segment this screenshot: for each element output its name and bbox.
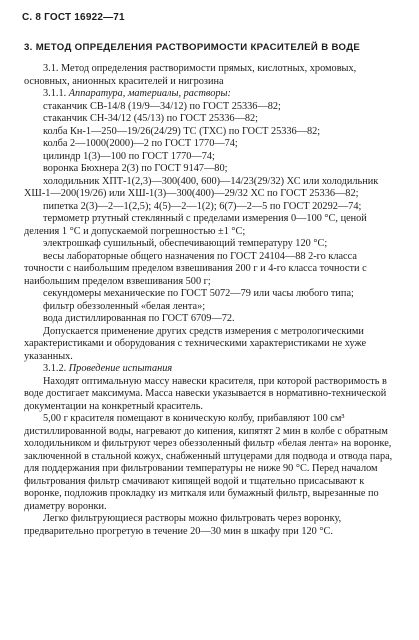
equipment-item: пипетка 2(3)—2—1(2,5); 4(5)—2—1(2); 6(7)—2—5 по ГОСТ 20292—74;: [43, 200, 362, 212]
subsection-3-1-1-heading: [24, 88, 399, 101]
subsection-title: Проведение испытания: [68, 363, 173, 374]
equipment-item: весы лабораторные общего назначения по ГОСТ 24104—88 2-го класса точности с наибольшим пределом взвешивания 200 г и 4-го класса точности с наибольшим пределом взвешивания 500 г;: [24, 250, 367, 287]
subsection-title: Аппаратура, материалы, растворы:: [68, 88, 231, 99]
page-header: С. 8 ГОСТ 16922—71: [22, 12, 125, 23]
paragraph-easy-filtering: Легко фильтрующиеся растворы можно фильтровать через воронку, предварительно прогретую в течение 20—30 мин в шкафу при 120 °С.: [24, 513, 342, 537]
paragraph-optimal-mass: Находят оптимальную массу навески красителя, при которой растворимость в воде достигает максимума. Масса навески указывается в нормативно-технической документации на конкретный краситель.: [24, 375, 387, 412]
paragraph-3-1: 3.1. Метод определения растворимости прямых, кислотных, хромовых, основных, анионных красителей и нигрозина: [24, 63, 357, 87]
equipment-item: колба 2—1000(2000)—2 по ГОСТ 1770—74;: [43, 138, 238, 149]
paragraph-procedure: 5,00 г красителя помещают в коническую колбу, прибавляют 100 см³ дистиллированной воды, нагревают до кипения, кипятят 2 мин в колбе с обратным холодильником и фильтруют через обеззоленный фильтр «белая лента» на воронке, заключенной в стальной кожух, снабженный штуцерами для подвода и отвода пара, для поддержания при фильтровании температуры не ниже 90 °С. Перед началом фильтрования фильтр смачивают кипящей водой и тщательно присасывают к воронке, подложив прокладку из миткаля или бумажный фильтр, вырезанные по диаметру воронки.: [24, 413, 393, 512]
subsection-number: 3.1.1.: [43, 88, 67, 99]
section-title: 3. МЕТОД ОПРЕДЕЛЕНИЯ РАСТВОРИМОСТИ КРАСИТЕЛЕЙ В ВОДЕ: [24, 42, 361, 53]
equipment-item: колба Кн-1—250—19/26(24/29) ТС (ТХС) по ГОСТ 25336—82;: [43, 125, 321, 137]
equipment-item: фильтр обеззоленный «белая лента»;: [43, 300, 206, 312]
equipment-item: воронка Бюхнера 2(3) по ГОСТ 9147—80;: [43, 163, 228, 174]
subsection-3-1-2-heading: [24, 363, 399, 376]
equipment-item: секундомеры механические по ГОСТ 5072—79 или часы любого типа;: [43, 288, 354, 299]
equipment-item: цилиндр 1(3)—100 по ГОСТ 1770—74;: [43, 150, 215, 162]
subsection-number: 3.1.2.: [43, 363, 67, 374]
document-body: [24, 63, 399, 538]
equipment-item: стаканчик СВ-14/8 (19/9—34/12) по ГОСТ 25336—82;: [43, 100, 281, 112]
equipment-item: вода дистиллированная по ГОСТ 6709—72.: [43, 313, 235, 324]
equipment-item: холодильник ХПТ-1(2,3)—300(400, 600)—14/23(29/32) ХС или холодильник ХШ-1—200(19/26) или ХШ-1(3)—300(400)—29/32 ХС по ГОСТ 25336—82;: [24, 175, 379, 199]
equipment-item: стаканчик СН-34/12 (45/13) по ГОСТ 25336—82;: [43, 113, 259, 124]
equipment-item: электрошкаф сушильный, обеспечивающий температуру 120 °С;: [43, 238, 328, 249]
equipment-item: термометр ртутный стеклянный с пределами измерения 0—100 °С, ценой деления 1 °С и допускаемой погрешностью ±1 °С;: [24, 213, 367, 237]
paragraph-allowance: Допускается применение других средств измерения с метрологическими характеристиками и оборудования с техническими характеристиками не хуже указанных.: [24, 325, 367, 362]
